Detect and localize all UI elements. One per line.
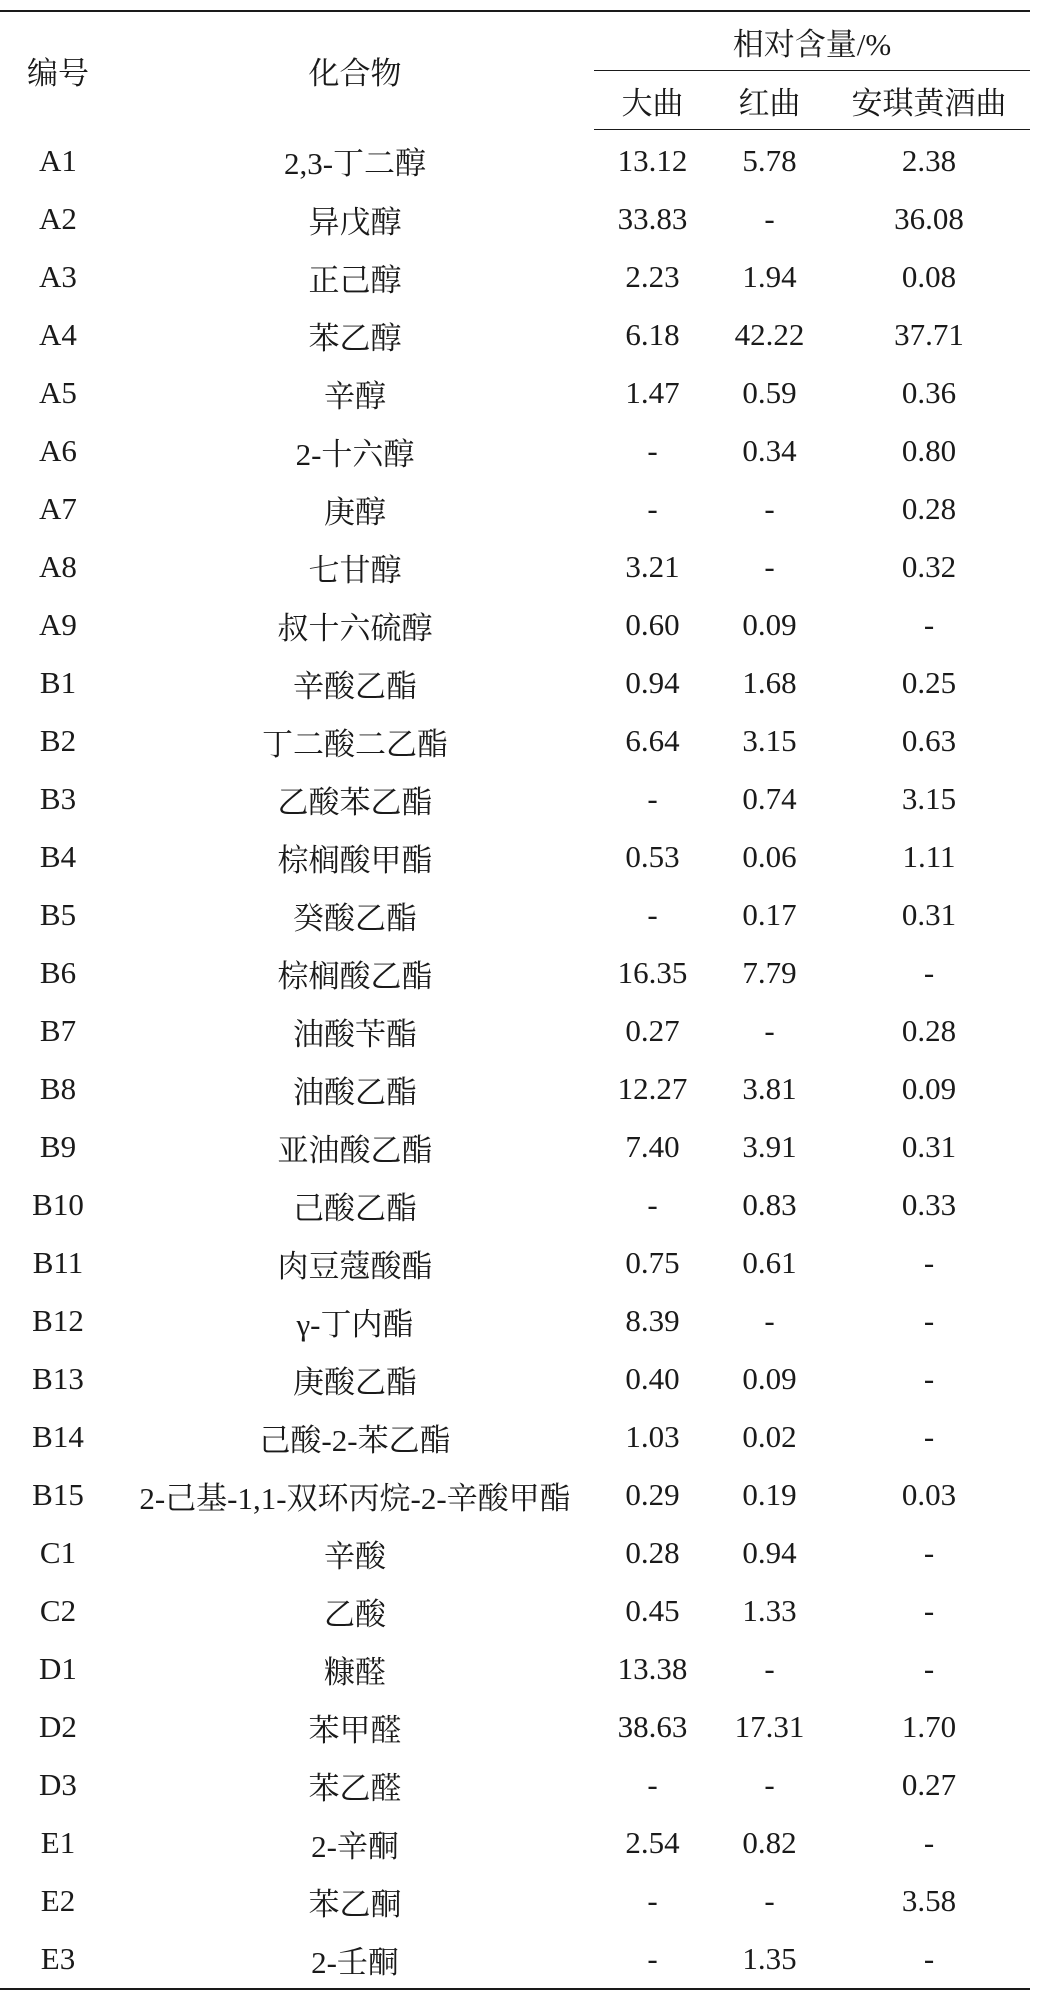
- cell-id: A9: [39, 607, 77, 642]
- cell-hongqu: 1.33: [742, 1593, 797, 1628]
- cell-compound: 棕榈酸甲酯: [277, 842, 433, 878]
- header-relative-content: 相对含量/%: [594, 11, 1030, 71]
- cell-id: D3: [39, 1767, 77, 1802]
- cell-hongqu: 1.94: [742, 259, 797, 294]
- table-row: [0, 1640, 1030, 1698]
- cell-compound: γ-丁内酯: [296, 1306, 414, 1342]
- cell-hongqu: -: [764, 201, 775, 236]
- table-row: [0, 1234, 1030, 1292]
- cell-hongqu: 42.22: [734, 317, 805, 352]
- cell-compound: 苯甲醛: [308, 1712, 402, 1748]
- cell-angel-qu: 0.03: [901, 1477, 957, 1512]
- cell-hongqu: 0.34: [742, 433, 797, 468]
- cell-angel-qu: 3.15: [901, 781, 957, 816]
- cell-compound: 亚油酸乙酯: [277, 1132, 433, 1168]
- cell-compound: 乙酸苯乙酯: [277, 784, 433, 820]
- cell-daqu: 6.18: [625, 317, 680, 352]
- cell-hongqu: 0.59: [742, 375, 797, 410]
- cell-compound: 棕榈酸乙酯: [277, 958, 433, 994]
- cell-hongqu: 0.17: [742, 897, 797, 932]
- cell-daqu: 8.39: [625, 1303, 680, 1338]
- cell-daqu: 3.21: [625, 549, 680, 584]
- cell-compound: 2-己基-1,1-双环丙烷-2-辛酸甲酯: [139, 1480, 571, 1516]
- cell-angel-qu: 36.08: [894, 201, 964, 236]
- cell-angel-qu: -: [923, 955, 935, 990]
- cell-hongqu: 0.02: [742, 1419, 797, 1454]
- table-row: [0, 1582, 1030, 1640]
- table-row: [0, 770, 1030, 828]
- cell-id: B15: [32, 1477, 84, 1512]
- cell-hongqu: 7.79: [742, 955, 797, 990]
- cell-angel-qu: 0.28: [901, 1013, 957, 1048]
- cell-angel-qu: 37.71: [894, 317, 964, 352]
- table-row: [0, 248, 1030, 306]
- table-row: [0, 1060, 1030, 1118]
- table-row: [0, 1408, 1030, 1466]
- cell-daqu: 38.63: [617, 1709, 688, 1744]
- cell-daqu: 2.23: [625, 259, 680, 294]
- cell-daqu: -: [647, 1883, 658, 1918]
- cell-angel-qu: 3.58: [901, 1883, 957, 1918]
- cell-id: B9: [39, 1129, 77, 1164]
- cell-hongqu: 1.35: [711, 1930, 828, 1989]
- cell-daqu: 0.45: [625, 1593, 680, 1628]
- cell-angel-qu: -: [923, 1535, 935, 1570]
- table-header: [0, 11, 1030, 130]
- cell-compound: 肉豆蔻酸酯: [277, 1248, 433, 1284]
- cell-compound: 苯乙醇: [308, 320, 402, 356]
- cell-hongqu: 17.31: [734, 1709, 805, 1744]
- cell-angel-qu: -: [923, 1825, 935, 1860]
- cell-hongqu: 0.09: [742, 1361, 797, 1396]
- cell-angel-qu: -: [923, 1303, 935, 1338]
- cell-angel-qu: -: [923, 1651, 935, 1686]
- cell-compound: 2,3-丁二醇: [283, 146, 427, 182]
- cell-compound: 乙酸: [324, 1596, 386, 1632]
- cell-compound: 七甘醇: [308, 552, 402, 588]
- cell-compound: 丁二酸二乙酯: [262, 726, 448, 762]
- cell-angel-qu: 0.31: [901, 897, 957, 932]
- cell-id: A1: [39, 142, 77, 178]
- header-compound: 化合物: [116, 11, 594, 130]
- cell-daqu: 1.03: [625, 1419, 680, 1454]
- cell-id: B13: [32, 1361, 84, 1396]
- cell-daqu: 13.38: [617, 1651, 688, 1686]
- cell-daqu: 13.12: [617, 143, 688, 178]
- cell-hongqu: 0.06: [742, 839, 797, 874]
- cell-id: E3: [0, 1930, 116, 1989]
- cell-id: B10: [32, 1187, 84, 1222]
- header-angel-yellow-wine-qu: 安琪黄酒曲: [828, 71, 1030, 130]
- cell-angel-qu: 0.28: [901, 491, 957, 526]
- cell-angel-qu: 0.33: [901, 1187, 957, 1222]
- cell-daqu: 0.40: [625, 1361, 680, 1396]
- cell-id: D2: [39, 1709, 77, 1744]
- cell-compound: 叔十六硫醇: [277, 610, 433, 646]
- cell-compound: 己酸乙酯: [293, 1190, 417, 1226]
- cell-daqu: -: [647, 491, 658, 526]
- cell-hongqu: 0.74: [742, 781, 797, 816]
- cell-daqu: 0.53: [625, 839, 680, 874]
- table-row: [0, 1002, 1030, 1060]
- cell-angel-qu: 2.38: [901, 143, 957, 178]
- table-row: [0, 1524, 1030, 1582]
- table-row: [0, 828, 1030, 886]
- cell-id: B11: [32, 1245, 84, 1280]
- cell-id: B2: [39, 723, 77, 758]
- cell-hongqu: 0.82: [742, 1825, 797, 1860]
- table-row: [0, 1756, 1030, 1814]
- cell-angel-qu: 1.70: [901, 1709, 957, 1744]
- cell-angel-qu: 0.63: [901, 723, 957, 758]
- cell-id: A2: [39, 201, 77, 236]
- cell-id: E1: [40, 1825, 76, 1860]
- cell-angel-qu: -: [923, 607, 935, 642]
- cell-angel-qu: -: [923, 1361, 935, 1396]
- cell-daqu: -: [647, 1187, 658, 1222]
- cell-hongqu: -: [764, 1013, 775, 1048]
- cell-hongqu: -: [764, 1651, 775, 1686]
- cell-hongqu: 0.61: [742, 1245, 797, 1280]
- compound-content-table: [0, 10, 1030, 1990]
- cell-id: E2: [40, 1883, 76, 1918]
- table-row: [0, 1930, 1030, 1989]
- table-row: [0, 1872, 1030, 1930]
- cell-hongqu: -: [764, 491, 775, 526]
- cell-daqu: -: [647, 1767, 658, 1802]
- cell-hongqu: 3.91: [742, 1129, 797, 1164]
- cell-hongqu: 0.83: [742, 1187, 797, 1222]
- cell-id: D1: [39, 1651, 77, 1686]
- cell-angel-qu: -: [923, 1593, 935, 1628]
- cell-hongqu: -: [764, 549, 775, 584]
- cell-daqu: 2.54: [625, 1825, 680, 1860]
- cell-angel-qu: -: [828, 1930, 1030, 1989]
- cell-compound: 辛酸: [324, 1538, 386, 1574]
- cell-angel-qu: -: [923, 1245, 935, 1280]
- cell-id: B12: [32, 1303, 84, 1338]
- cell-angel-qu: 0.27: [901, 1767, 957, 1802]
- cell-angel-qu: 0.08: [901, 259, 957, 294]
- table-row: [0, 1814, 1030, 1872]
- cell-hongqu: 0.09: [742, 607, 797, 642]
- cell-hongqu: 3.15: [742, 723, 797, 758]
- table-row: [0, 130, 1030, 191]
- cell-hongqu: 3.81: [742, 1071, 797, 1106]
- table-row: [0, 422, 1030, 480]
- cell-compound: 2-十六醇: [295, 436, 415, 472]
- cell-angel-qu: 0.09: [901, 1071, 957, 1106]
- cell-id: B1: [39, 665, 77, 700]
- cell-compound: 己酸-2-苯乙酯: [259, 1422, 451, 1458]
- header-hongqu: 红曲: [711, 71, 828, 130]
- cell-hongqu: 1.68: [742, 665, 797, 700]
- cell-id: A3: [39, 259, 77, 294]
- cell-angel-qu: 0.31: [901, 1129, 957, 1164]
- table-row: [0, 1466, 1030, 1524]
- cell-compound: 正己醇: [308, 262, 402, 298]
- cell-hongqu: -: [764, 1303, 775, 1338]
- cell-id: B7: [39, 1013, 77, 1048]
- cell-compound: 辛酸乙酯: [293, 668, 417, 704]
- cell-compound: 庚醇: [324, 494, 386, 530]
- cell-daqu: 0.75: [625, 1245, 680, 1280]
- header-id: 编号: [0, 11, 116, 130]
- cell-hongqu: -: [764, 1883, 775, 1918]
- cell-id: A6: [39, 433, 77, 468]
- cell-compound: 庚酸乙酯: [293, 1364, 417, 1400]
- cell-daqu: 12.27: [617, 1071, 688, 1106]
- cell-compound: 糠醛: [324, 1654, 386, 1690]
- table-row: [0, 1292, 1030, 1350]
- cell-compound: 辛醇: [324, 378, 386, 414]
- cell-compound: 苯乙酮: [308, 1886, 402, 1922]
- cell-angel-qu: 0.32: [901, 549, 957, 584]
- cell-angel-qu: 0.25: [901, 665, 957, 700]
- cell-hongqu: 5.78: [742, 143, 797, 178]
- cell-id: A7: [39, 491, 77, 526]
- table-body: [0, 130, 1030, 1990]
- cell-daqu: 0.94: [625, 665, 680, 700]
- table-row: [0, 306, 1030, 364]
- cell-id: B3: [39, 781, 77, 816]
- cell-angel-qu: 1.11: [902, 839, 956, 874]
- table-row: [0, 596, 1030, 654]
- cell-id: A4: [39, 317, 77, 352]
- cell-compound: 癸酸乙酯: [293, 900, 417, 936]
- cell-compound: 油酸乙酯: [293, 1074, 417, 1110]
- cell-daqu: -: [594, 1930, 711, 1989]
- cell-compound: 苯乙醛: [308, 1770, 402, 1806]
- table-row: [0, 480, 1030, 538]
- cell-angel-qu: -: [923, 1419, 935, 1454]
- table-row: [0, 712, 1030, 770]
- cell-id: C2: [39, 1593, 77, 1628]
- cell-compound: 异戊醇: [308, 204, 402, 240]
- table-row: [0, 1350, 1030, 1408]
- cell-daqu: 0.27: [625, 1013, 680, 1048]
- table-row: [0, 538, 1030, 596]
- cell-id: B5: [39, 897, 77, 932]
- cell-id: A5: [39, 375, 77, 410]
- table-row: [0, 654, 1030, 712]
- cell-hongqu: -: [764, 1767, 775, 1802]
- cell-id: B8: [39, 1071, 77, 1106]
- table-row: [0, 190, 1030, 248]
- table-row: [0, 1698, 1030, 1756]
- cell-angel-qu: 0.36: [901, 375, 957, 410]
- cell-daqu: 6.64: [625, 723, 680, 758]
- cell-hongqu: 0.19: [742, 1477, 797, 1512]
- cell-daqu: 0.60: [625, 607, 680, 642]
- cell-daqu: -: [647, 897, 658, 932]
- table-row: [0, 944, 1030, 1002]
- cell-daqu: 0.28: [625, 1535, 680, 1570]
- cell-compound: 2-辛酮: [311, 1828, 399, 1864]
- cell-daqu: -: [647, 781, 658, 816]
- cell-id: B4: [39, 839, 77, 874]
- cell-id: C1: [39, 1535, 77, 1570]
- table-row: [0, 1176, 1030, 1234]
- cell-daqu: 1.47: [625, 375, 680, 410]
- header-daqu: 大曲: [594, 71, 711, 130]
- table-row: [0, 364, 1030, 422]
- cell-angel-qu: 0.80: [901, 433, 957, 468]
- cell-daqu: 0.29: [625, 1477, 680, 1512]
- table-row: [0, 886, 1030, 944]
- cell-id: A8: [39, 549, 77, 584]
- cell-daqu: 33.83: [617, 201, 688, 236]
- cell-daqu: -: [647, 433, 658, 468]
- cell-id: B6: [39, 955, 77, 990]
- cell-hongqu: 0.94: [742, 1535, 797, 1570]
- cell-compound: 油酸苄酯: [293, 1016, 417, 1052]
- cell-daqu: 7.40: [625, 1129, 680, 1164]
- cell-id: B14: [32, 1419, 84, 1454]
- table-row: [0, 1118, 1030, 1176]
- cell-daqu: 16.35: [617, 955, 688, 990]
- cell-compound: 2-壬酮: [116, 1930, 594, 1989]
